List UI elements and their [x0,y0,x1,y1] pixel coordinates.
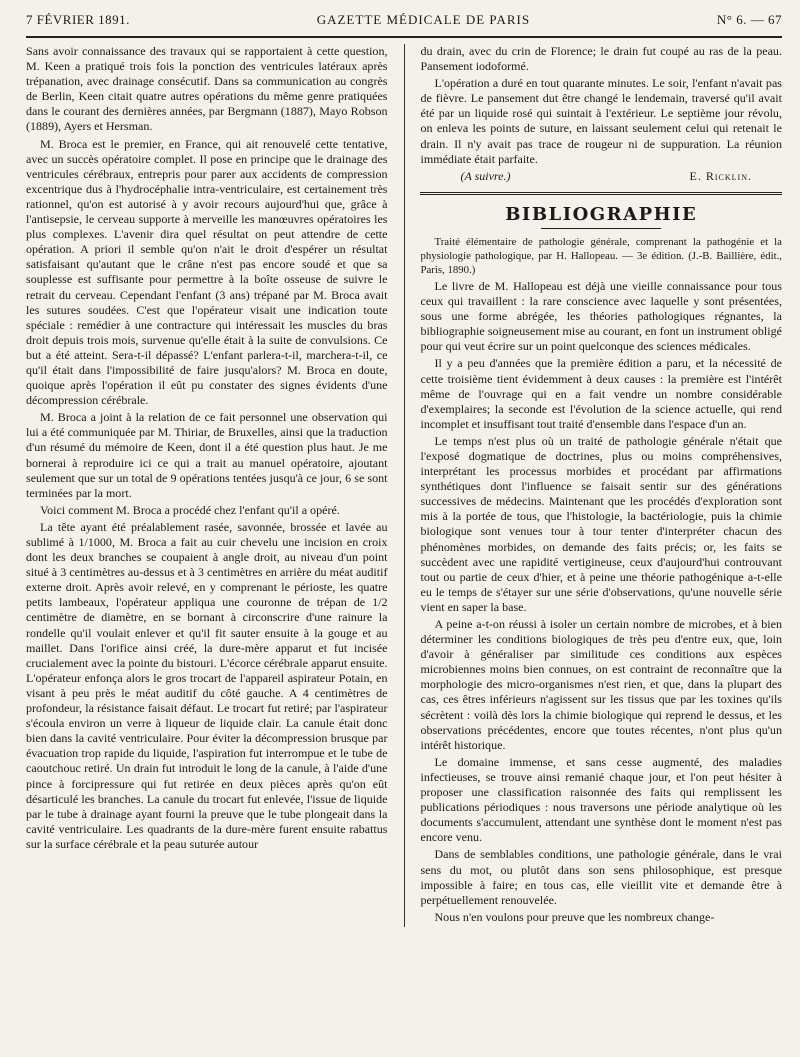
left-column [26,44,388,927]
paragraph: M. Broca est le premier, en France, qui ait renouvelé cette tentative, avec un succès opératoire complet. Il pose en principe que le drainage des ventricules cérébraux, entrepris pour parer aux accidents de compression excentrique dus à l'hydrocéphalie intra-ventriculaire, est certainement très rationnel, qu'on est autorisé à y avoir recours aujourd'hui que, grâce à l'antisepsie, le cerveau supporte à merveille les manœuvres opératoires les plus complexes. L'avenir dira quel résultat on peut attendre de cette opération. A priori il semble qu'on n'ait le droit d'espérer un résultat satisfaisant qu'autant que le crâne n'est pas encore soudé et que sa souplesse est suffisante pour permettre à la boîte osseuse de suivre le retrait du cerveau. Cependant l'enfant (3 ans) trépané par M. Broca avait les sutures soudées. C'est que l'opérateur visait une indication toute spéciale : remédier à une contracture qui intéressait les muscles du bras droit depuis trois mois, survenue qu'elle était à la suite de convulsions. Ce but a été atteint. Sera-t-il dépassé? L'enfant parlera-t-il, marchera-t-il, ce qu'il était dans l'impossibilité de faire jusqu'alors? M. Broca en doute, quoique après l'opération il eût pu constater des signes évidents d'une décompression cérébrale. [26,136,388,408]
header-date: 7 FÉVRIER 1891. [26,12,130,27]
column-divider [404,44,405,927]
book-reference: Traité élémentaire de pathologie générale, comprenant la pathogénie et la physiologie pathologique, par H. Hallopeau. — 3e édition. (J.-B. Baillière, édit., Paris, 1890.) [420,235,782,276]
paragraph: Dans de semblables conditions, une pathologie générale, dans le vrai sens du mot, ou plutôt dans son sens philosophique, est presque impossible à faire; en tous cas, elle vieillit vite et demande être à perpétuellement renouvelée. [420,847,782,907]
to-follow-note: (A suivre.) [460,168,511,183]
article-signature [420,169,782,184]
author-name: E. Ricklin. [689,168,752,183]
section-title: BIBLIOGRAPHIE [505,203,698,225]
paragraph: Le livre de M. Hallopeau est déjà une vieille connaissance pour tous ceux qui travaillent : la rare conscience avec laquelle y sont présentées, sous une forme abrégée, les théories pathologiques régnantes, la bibliographie soigneusement mise au courant, en font un instrument obligé pour qui veut écrire sur un point quelconque des sciences médicales. [420,278,782,354]
paragraph: Il y a peu d'années que la première édition a paru, et la nécessité de cette troisième tient évidemment à deux causes : la première est l'intérêt même de l'ouvrage qui en a fait vendre un nombre considérable d'exemplaires; la seconde est l'évolution de la science actuelle, qui rend incomplet et insuffisant tout traité d'ensemble dans l'espace d'un an. [420,356,782,431]
paragraph: M. Broca a joint à la relation de ce fait personnel une observation qui lui a été communiquée par M. Thiriar, de Bruxelles, ainsi que la traduction d'un résumé du mémoire de Keen, dont il a été question plus haut. Je me bornerai à reproduire ici ce qui a trait au manuel opératoire, ajoutant seulement que sur un total de 9 opérations tentées jusqu'à ce jour, 6 se sont terminées par la mort. [26,410,388,500]
paragraph: du drain, avec du crin de Florence; le drain fut coupé au ras de la peau. Pansement iodoformé. [420,44,782,74]
paragraph: La tête ayant été préalablement rasée, savonnée, brossée et lavée au sublimé à 1/1000, M. Broca a fait au cuir chevelu une incision en croix dont les deux branches se coupaient à angle droit, au niveau d'un point situé à 3 centimètres au-dessus et à 3 centimètres en arrière du méat auditif externe droit. Après avoir relevé, en y comprenant le périoste, les quatre petits lambeaux, l'opérateur appliqua une couronne de trépan de 1/2 centimètre de diamètre, en se bornant à circonscrire d'une rainure la rondelle qu'il voulait enlever et qu'il fit sauter ensuite à la gouge et au maillet. Dans l'orifice ainsi créé, la dure-mère apparut et fut incisée crucialement avec la pointe du bistouri. L'écorce cérébrale apparut ensuite. L'opérateur enfonça alors le gros trocart de l'appareil aspirateur Potain, en visant à peu près le méat auditif du côté gauche. A 4 centimètres de profondeur, la résistance faisait défaut. Le trocart fut retiré; par l'aspirateur s'écoula environ un verre à liqueur de liquide clair. La canule était donc bien dans la cavité ventriculaire. Pour éviter la décompression brusque par évacuation trop rapide du liquide, l'aspiration fut interrompue et le tube de caoutchouc retiré. Un drain fut introduit le long de la canule, à l'aide d'une pince à forcipressure qui fut retirée en deux pièces après qu'on eût désarticulé les branches. La canule du trocart fut enlevée, l'issue de liquide par le tube à drainage ayant fourni la preuve que le tube plongeait dans la cavité ventriculaire. Les quadrants de la dure-mère furent ensuite rabattus sur la surface cérébrale et la peau suturée autour [26,519,388,851]
header-rule [26,36,782,38]
paragraph: Le domaine immense, et sans cesse augmenté, des maladies infectieuses, se trouve ainsi remanié chaque jour, et l'on peut hésiter à proposer une classification raisonnée des faits qui remplissent les publications périodiques : nous traversons une période analytique où les documents s'accumulent, attendant une synthèse dont le moment n'est pas encore venu. [420,754,782,845]
issue-number: N° 6. — 67 [716,12,782,27]
paragraph: Sans avoir connaissance des travaux qui se rapportaient à cette question, M. Keen a pratiqué trois fois la ponction des ventricules latéraux après trépanation, avec drainage consécutif. Dans sa communication au congrès de Berlin, Keen citait quatre autres opérations du même genre pratiquées dans le courant des dernières années, par Bergmann (1887), Mayo Robson (1889), Ayers et Hersman. [26,44,388,134]
paragraph: A peine a-t-on réussi à isoler un certain nombre de microbes, et à bien déterminer les conditions biologiques de très peu d'entre eux, que, loin d'avoir à généraliser par similitude ces conditions aux espèces microbiennes moins bien connues, on est contraint de reconnaître que la morphologie des micro-organismes n'est rien, et que, dans la plupart des cas, ces êtres inférieurs n'agissent sur les tissus que par les toxines qu'ils sécrètent : voilà dès lors la chimie biologique qui reprend le dessus, et les observations précédentes, encore que toutes récentes, n'ont plus qu'un intérêt historique. [420,617,782,752]
right-column [420,44,782,927]
columns [26,44,782,927]
paragraph: Le temps n'est plus où un traité de pathologie générale n'était que l'exposé dogmatique de doctrines, plus ou moins compréhensives, interprétant les processus morbides et procédant par affirmations synthétiques dont l'influence se faisait sentir sur des générations successives de médecins. Maintenant que les procédés d'exploration sont mis à la portée de tous, que l'histologie, la bactériologie, puis la chimie biologique sont venues tour à tour tenter d'interpréter chacun des phénomènes morbides, on demande des faits précis; or, les faits se succèdent avec une rapidité vertigineuse, ceux d'aujourd'hui controuvant tout ou partie de ceux d'hier, et à peine une théorie pathogénique a-t-elle eu le temps de s'étayer sur une série d'observations, qu'une nouvelle série vient en saper la base. [420,433,782,614]
paragraph: Voici comment M. Broca a procédé chez l'enfant qu'il a opéré. [40,502,340,517]
paragraph: L'opération a duré en tout quarante minutes. Le soir, l'enfant n'avait pas de fièvre. Le pansement dut être changé le lendemain, traversé qu'il avait été par un liquide rosé qui suintait à l'extérieur. Le septième jour révolu, on enleva les points de suture, en laissant seulement celui qui retenait le drain. Il n'y avait pas trace de rougeur ni de suppuration. La réunion immédiate était parfaite. [420,76,782,166]
page-header [26,12,782,30]
publication-title: GAZETTE MÉDICALE DE PARIS [316,12,531,27]
title-rule [541,228,661,229]
paragraph: Nous n'en voulons pour preuve que les nombreux change- [434,909,715,924]
bibliography-section [420,192,782,925]
